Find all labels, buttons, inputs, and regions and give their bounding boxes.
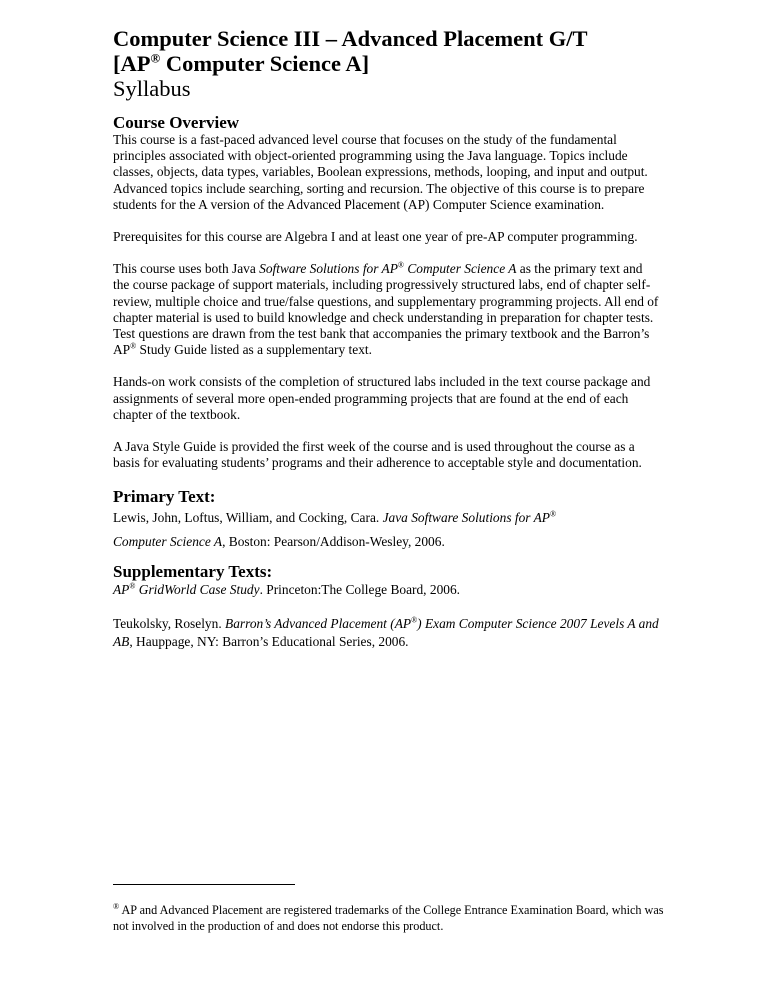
footnote-mark: ® [113, 901, 120, 911]
book-title: ) Exam Computer Science 2007 Levels A and AB [113, 616, 659, 650]
style-guide-paragraph: A Java Style Guide is provided the first week of the course and is used throughout the course as a basis for evaluating students’ programs and their adherence to acceptable style and documentation. [113, 439, 642, 471]
book-title: Computer Science A [113, 534, 223, 550]
footnote-text: AP and Advanced Placement are registered trademarks of the College Entrance Examination Board, which was not involved in the production of and does not endorse this product. [113, 903, 664, 933]
text: , Hauppage, NY: Barron’s Educational Series, 2006. [129, 634, 409, 650]
footnote [113, 902, 673, 934]
text: Study Guide listed as a supplementary text. [136, 342, 372, 358]
title-part: [AP [113, 51, 151, 76]
registered-mark: ® [130, 341, 137, 351]
hands-on-paragraph: Hands-on work consists of the completion of structured labs included in the text course package and assignments of several more open-ended programming projects that are found at the end of each chapter of the textbook. [113, 374, 651, 422]
registered-mark: ® [411, 615, 418, 625]
book-title: Computer Science A [404, 261, 517, 277]
book-title: GridWorld Case Study [135, 582, 260, 598]
primary-text-reference [113, 506, 661, 554]
registered-mark: ® [397, 260, 404, 270]
title-line-2 [113, 51, 661, 76]
text: Lewis, John, Loftus, William, and Cocking, Cara. [113, 510, 383, 526]
text: as the primary text and the course package of support materials, including progressively structured labs, end of chapter self-review, multiple choice and true/false questions, and supplementary programming projects. All end of chapter material is used to build knowledge and check understanding in preparation for chapter tests. Test questions are drawn from the test bank that accompanies the primary textbook and the Barron’s AP [113, 261, 659, 358]
primary-text-heading: Primary Text: [113, 487, 216, 507]
book-title: AP [113, 582, 130, 598]
registered-mark: ® [549, 509, 557, 519]
supplementary-reference-2 [113, 615, 661, 651]
book-title: Software Solutions for AP [259, 261, 398, 277]
prerequisites-paragraph: Prerequisites for this course are Algebra I and at least one year of pre-AP computer programming. [113, 229, 638, 245]
registered-mark: ® [150, 50, 161, 66]
textbook-paragraph [113, 261, 661, 358]
supplementary-texts-heading: Supplementary Texts: [113, 562, 273, 582]
document-page [113, 26, 661, 667]
text: This course uses both Java [113, 261, 260, 277]
footnote-separator [113, 884, 295, 885]
overview-paragraph-1: This course is a fast-paced advanced level course that focuses on the study of the fundamental principles associated with object-oriented programming using the Java language. Topics include classes, objects, data types, variables, Boolean expressions, methods, looping, and input and output. Advanced topics include searching, sorting and recursion. The objective of this course is to prepare students for the A version of the Advanced Placement (AP) Computer Science examination. [113, 132, 648, 212]
text: Teukolsky, Roselyn. [113, 616, 226, 632]
title-line-1: Computer Science III – Advanced Placement G/T [113, 26, 588, 51]
book-title: Barron’s Advanced Placement (AP [225, 616, 412, 632]
text: , Boston: Pearson/Addison-Wesley, 2006. [222, 534, 445, 550]
supplementary-reference-1 [113, 581, 661, 599]
text: . Princeton:The College Board, 2006. [259, 582, 461, 598]
book-title: Java Software Solutions for AP [382, 510, 550, 526]
registered-mark: ® [129, 581, 136, 591]
course-overview-heading: Course Overview [113, 113, 240, 132]
title-part: Computer Science A] [160, 51, 370, 76]
subtitle: Syllabus [113, 76, 191, 101]
